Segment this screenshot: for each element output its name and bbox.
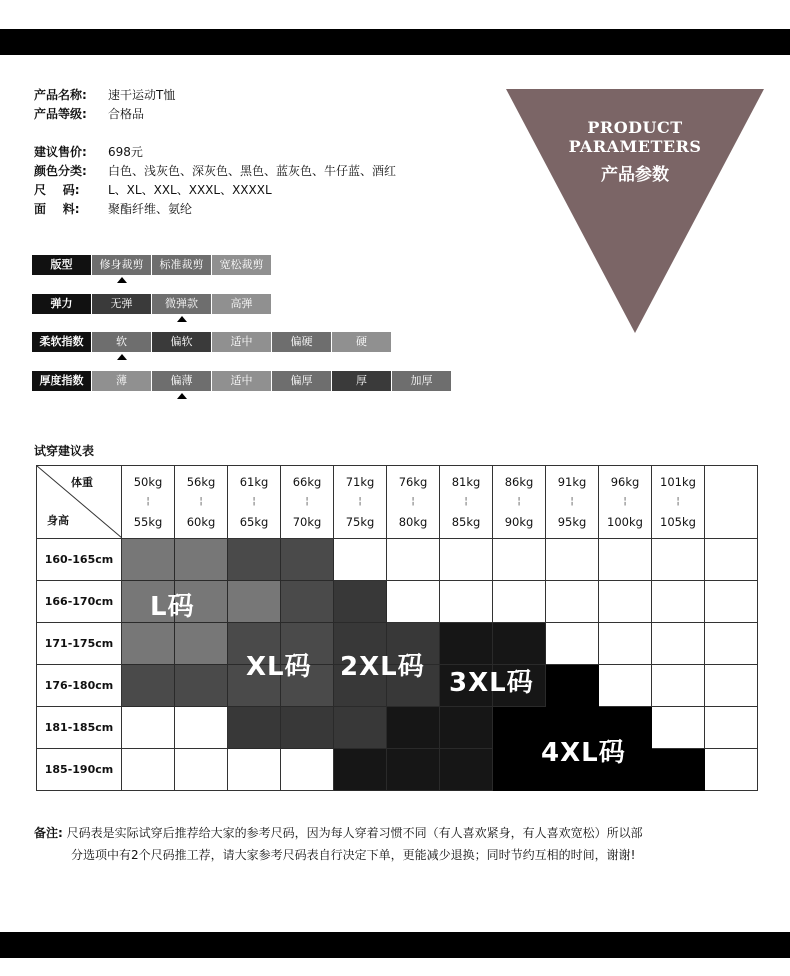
info-row (34, 143, 396, 162)
attribute-row (32, 332, 392, 352)
size-cell (281, 749, 334, 791)
size-cell (705, 623, 758, 665)
size-cell (599, 665, 652, 707)
size-cell (599, 539, 652, 581)
size-cell (440, 623, 493, 665)
size-cell (599, 623, 652, 665)
info-key: 建议售价: (34, 145, 87, 159)
attribute-option: 无弹 (92, 294, 151, 314)
size-cell (705, 665, 758, 707)
attribute-option: 偏硬 (272, 332, 331, 352)
weight-from: 56kg (186, 475, 216, 489)
size-cell (175, 707, 228, 749)
size-cell (387, 707, 440, 749)
bottom-bar (0, 932, 790, 958)
weight-separator: ¦ (199, 496, 203, 507)
attribute-option: 偏软 (152, 332, 211, 352)
attribute-option: 加厚 (392, 371, 451, 391)
size-cell (546, 623, 599, 665)
attribute-option: 偏薄 (152, 371, 211, 391)
size-cell (652, 665, 705, 707)
size-cell (705, 707, 758, 749)
attribute-option: 适中 (212, 371, 271, 391)
weight-column-header (546, 466, 599, 539)
attribute-name: 版型 (32, 255, 91, 275)
info-key: 产品名称: (34, 88, 87, 102)
weight-to: 75kg (345, 515, 375, 529)
table-row (37, 539, 758, 581)
info-spacer (34, 124, 396, 143)
table-row (37, 581, 758, 623)
weight-column-header (122, 466, 175, 539)
size-label-3xl: 3XL码 (449, 668, 534, 698)
size-cell (175, 665, 228, 707)
info-value: 聚酯纤维、氨纶 (108, 202, 193, 216)
attribute-option: 厚 (332, 371, 391, 391)
height-row-label: 181-185cm (37, 707, 122, 749)
weight-separator: ¦ (305, 496, 309, 507)
attribute-row (32, 371, 452, 391)
size-cell (122, 623, 175, 665)
height-row-label: 166-170cm (37, 581, 122, 623)
size-cell (387, 539, 440, 581)
banner-title-en-1: PRODUCT (587, 118, 683, 137)
attribute-option: 薄 (92, 371, 151, 391)
attribute-row (32, 255, 272, 275)
size-cell (122, 707, 175, 749)
weight-separator: ¦ (146, 496, 150, 507)
attribute-option: 高弹 (212, 294, 271, 314)
weight-column-header (652, 466, 705, 539)
weight-column-header (599, 466, 652, 539)
attribute-option: 微弹款 (152, 294, 211, 314)
size-cell (122, 539, 175, 581)
info-key: 产品等级: (34, 107, 87, 121)
height-row-label: 171-175cm (37, 623, 122, 665)
size-cell (652, 581, 705, 623)
weight-to: 90kg (504, 515, 534, 529)
info-row (34, 86, 396, 105)
size-cell (175, 539, 228, 581)
weight-separator: ¦ (358, 496, 362, 507)
attribute-option: 软 (92, 332, 151, 352)
corner-weight-label: 体重 (71, 476, 93, 489)
weight-column-header (228, 466, 281, 539)
note (34, 822, 643, 866)
info-value: 速干运动T恤 (108, 88, 176, 102)
size-cell (387, 581, 440, 623)
weight-column-header (334, 466, 387, 539)
weight-from: 81kg (451, 475, 481, 489)
selected-marker-icon (177, 316, 187, 322)
weight-separator: ¦ (411, 496, 415, 507)
size-cell (652, 749, 705, 791)
size-label-2xl: 2XL码 (340, 652, 425, 682)
note-label: 备注: (34, 826, 63, 840)
info-value: 白色、浅灰色、深灰色、黑色、蓝灰色、牛仔蓝、酒红 (108, 164, 397, 178)
weight-column-header (387, 466, 440, 539)
weight-to: 55kg (133, 515, 163, 529)
size-cell (440, 539, 493, 581)
top-bar (0, 29, 790, 55)
size-cell (334, 749, 387, 791)
size-cell (175, 623, 228, 665)
weight-from: 50kg (133, 475, 163, 489)
size-cell (122, 665, 175, 707)
weight-to: 85kg (451, 515, 481, 529)
weight-to: 95kg (557, 515, 587, 529)
note-line-1: 尺码表是实际试穿后推荐给大家的参考尺码，因为每人穿着习惯不同（有人喜欢紧身，有人喜欢宽松）所以部 (66, 826, 643, 840)
product-info (34, 86, 396, 219)
size-cell (228, 749, 281, 791)
note-line-2: 分选项中有2个尺码推工荐，请大家参考尺码表自行决定下单，更能减少退换；同时节约互相的时间，谢谢! (71, 848, 636, 862)
weight-to: 60kg (186, 515, 216, 529)
size-cell (652, 707, 705, 749)
info-row (34, 162, 396, 181)
size-label-l: L码 (150, 592, 195, 622)
size-cell (228, 581, 281, 623)
weight-separator: ¦ (464, 496, 468, 507)
weight-to: 65kg (239, 515, 269, 529)
size-cell (387, 749, 440, 791)
size-cell (705, 581, 758, 623)
size-cell (546, 665, 599, 707)
info-key: 尺 码: (34, 183, 80, 197)
attribute-row (32, 294, 272, 314)
info-value: 合格品 (108, 107, 145, 121)
size-cell (440, 749, 493, 791)
table-row (37, 707, 758, 749)
size-cell (493, 623, 546, 665)
banner-title-cn: 产品参数 (601, 165, 669, 185)
size-cell (281, 581, 334, 623)
size-cell (334, 581, 387, 623)
weight-separator: ¦ (517, 496, 521, 507)
size-cell (228, 707, 281, 749)
attribute-name: 弹力 (32, 294, 91, 314)
attribute-option: 宽松裁剪 (212, 255, 271, 275)
weight-to: 105kg (660, 515, 696, 529)
size-table-corner (37, 466, 122, 539)
weight-separator: ¦ (252, 496, 256, 507)
size-cell (122, 749, 175, 791)
weight-from: 71kg (345, 475, 375, 489)
selected-marker-icon (117, 354, 127, 360)
size-cell (228, 539, 281, 581)
weight-from: 66kg (292, 475, 322, 489)
info-row (34, 181, 396, 200)
size-cell (652, 623, 705, 665)
height-row-label: 160-165cm (37, 539, 122, 581)
size-cell (440, 581, 493, 623)
attribute-option: 标准裁剪 (152, 255, 211, 275)
weight-separator: ¦ (676, 496, 680, 507)
selected-marker-icon (117, 277, 127, 283)
size-cell (175, 749, 228, 791)
size-cell (652, 539, 705, 581)
corner-height-label: 身高 (47, 514, 69, 527)
weight-column-header (705, 466, 758, 539)
attribute-option: 硬 (332, 332, 391, 352)
weight-to: 70kg (292, 515, 322, 529)
height-row-label: 185-190cm (37, 749, 122, 791)
size-cell (493, 707, 546, 749)
selected-marker-icon (177, 393, 187, 399)
weight-column-header (175, 466, 228, 539)
attribute-name: 厚度指数 (32, 371, 91, 391)
info-value: L、XL、XXL、XXXL、XXXXL (108, 183, 272, 197)
table-row (37, 749, 758, 791)
info-key: 颜色分类: (34, 164, 87, 178)
size-table-header (37, 466, 758, 539)
size-table-title: 试穿建议表 (34, 444, 95, 458)
size-cell (281, 539, 334, 581)
weight-to: 100kg (607, 515, 643, 529)
attribute-option: 修身裁剪 (92, 255, 151, 275)
size-cell (546, 539, 599, 581)
size-cell (705, 749, 758, 791)
info-key: 面 料: (34, 202, 80, 216)
size-cell (546, 581, 599, 623)
size-table (36, 465, 758, 791)
weight-column-header (440, 466, 493, 539)
size-label-4xl: 4XL码 (541, 738, 626, 768)
banner-title-en-2: PARAMETERS (568, 137, 702, 156)
weight-separator: ¦ (570, 496, 574, 507)
weight-column-header (493, 466, 546, 539)
height-row-label: 176-180cm (37, 665, 122, 707)
weight-from: 101kg (660, 475, 696, 489)
weight-to: 80kg (398, 515, 428, 529)
weight-from: 96kg (610, 475, 640, 489)
size-cell (599, 581, 652, 623)
weight-column-header (281, 466, 334, 539)
info-row (34, 105, 396, 124)
size-cell (493, 539, 546, 581)
size-cell (440, 707, 493, 749)
size-cell (281, 707, 334, 749)
attribute-option: 适中 (212, 332, 271, 352)
weight-separator: ¦ (623, 496, 627, 507)
weight-from: 86kg (504, 475, 534, 489)
size-cell (334, 539, 387, 581)
size-label-xl: XL码 (246, 652, 312, 682)
size-cell (493, 749, 546, 791)
info-row (34, 200, 396, 219)
size-cell (705, 539, 758, 581)
weight-from: 91kg (557, 475, 587, 489)
attribute-option: 偏厚 (272, 371, 331, 391)
attribute-name: 柔软指数 (32, 332, 91, 352)
size-cell (334, 707, 387, 749)
size-cell (493, 581, 546, 623)
info-value: 698元 (108, 145, 143, 159)
weight-from: 76kg (398, 475, 428, 489)
weight-from: 61kg (239, 475, 269, 489)
